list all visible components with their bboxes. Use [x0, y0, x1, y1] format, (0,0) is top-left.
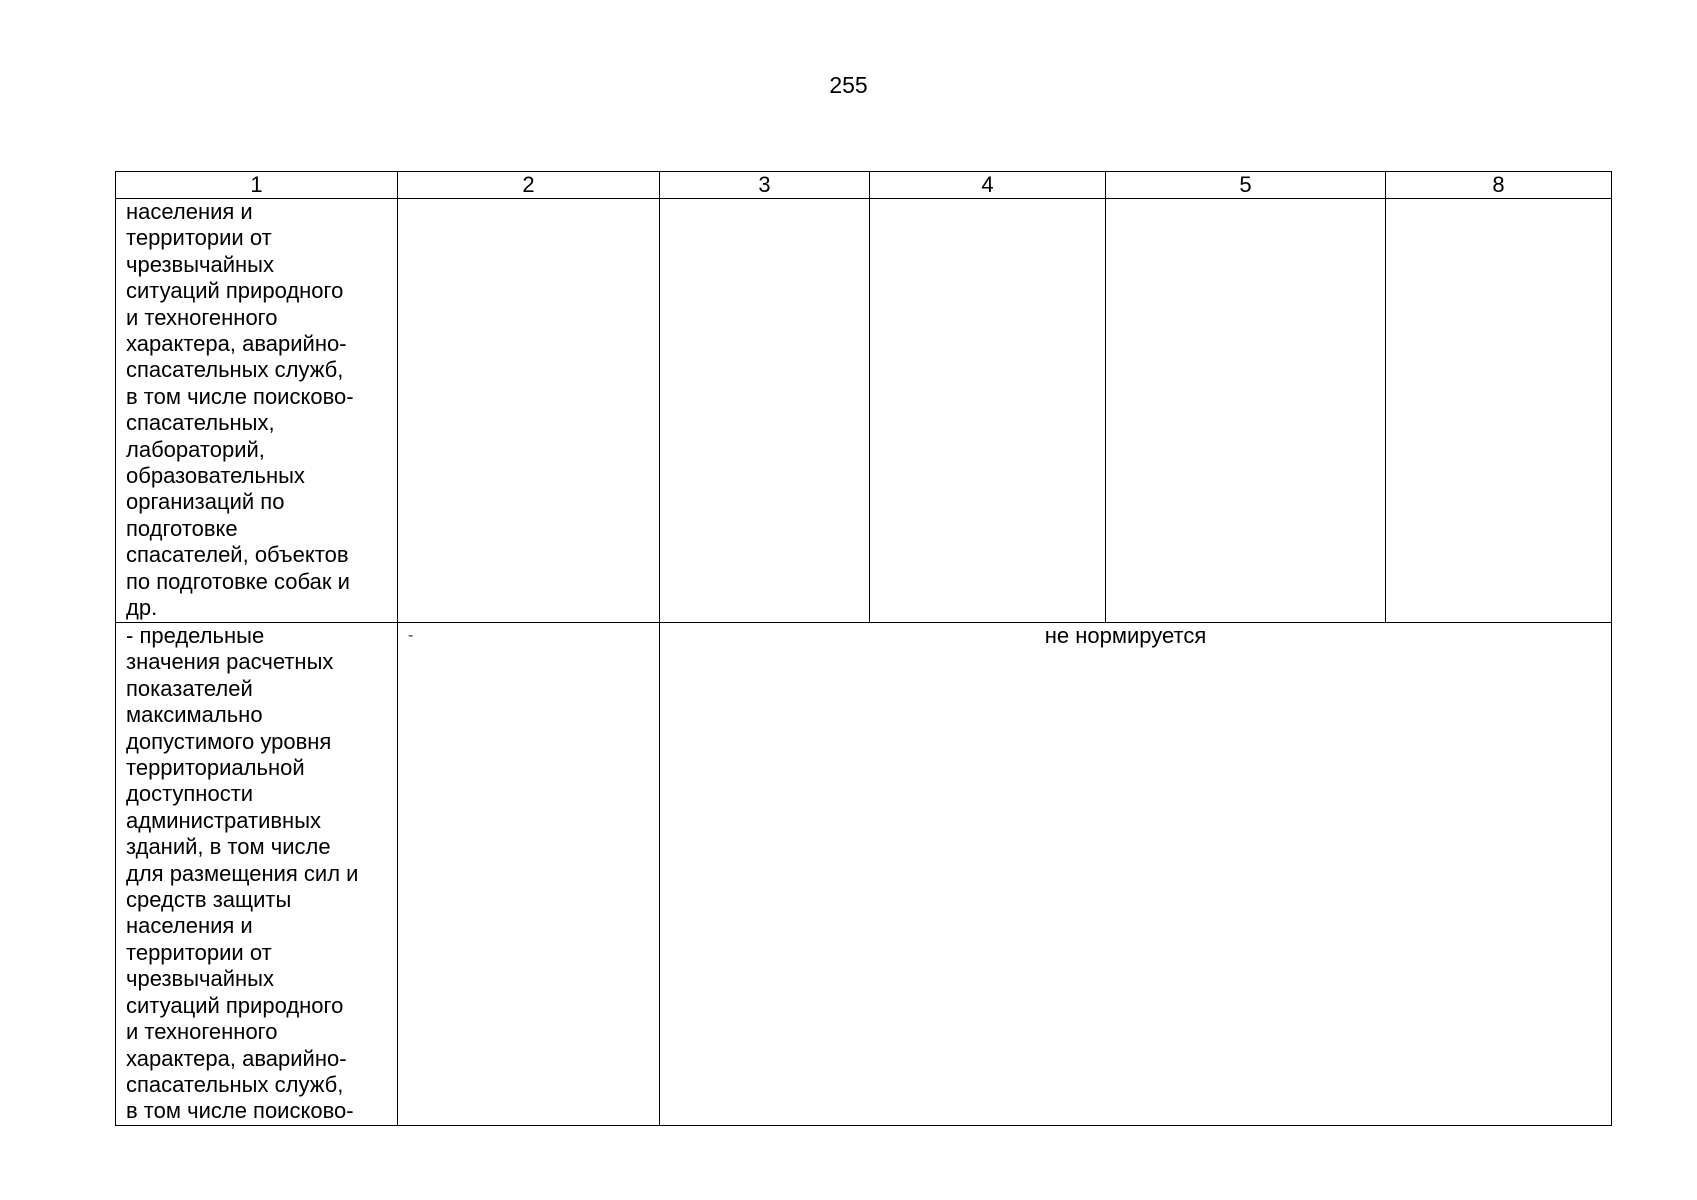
- table-cell: [398, 623, 660, 1126]
- dash-value: -: [408, 627, 414, 644]
- column-header: 2: [398, 172, 660, 199]
- table-row: [116, 623, 1612, 1126]
- column-header: 5: [1106, 172, 1386, 199]
- table-cell: [116, 199, 398, 623]
- column-header: 4: [870, 172, 1106, 199]
- table-cell: [1106, 199, 1386, 623]
- table-cell: [116, 623, 398, 1126]
- column-header: 8: [1386, 172, 1612, 199]
- table-cell: [660, 199, 870, 623]
- table-cell: [398, 199, 660, 623]
- document-table: [115, 171, 1612, 1126]
- merged-cell: [660, 623, 1612, 1126]
- table-header-row: [116, 172, 1612, 199]
- page-number: 255: [829, 72, 868, 98]
- column-header: 3: [660, 172, 870, 199]
- cell-text: - предельные значения расчетных показателей максимально допустимого уровня территориальной доступности административных зданий, в том числе для размещения сил и средств защиты населения и территории от чрезвычайных ситуаций природного и техногенного характера, аварийно- спасательных служб, в том числе поисково-: [126, 623, 359, 1124]
- merged-cell-text: не нормируется: [1044, 623, 1207, 648]
- table-cell: [870, 199, 1106, 623]
- cell-text: населения и территории от чрезвычайных ситуаций природного и техногенного характера, аварийно- спасательных служб, в том числе поисково- спасательных, лабораторий, образовательных организаций по подготовке спасателей, объектов по подготовке собак и др.: [126, 199, 354, 621]
- table-row: [116, 199, 1612, 623]
- table-cell: [1386, 199, 1612, 623]
- column-header: 1: [116, 172, 398, 199]
